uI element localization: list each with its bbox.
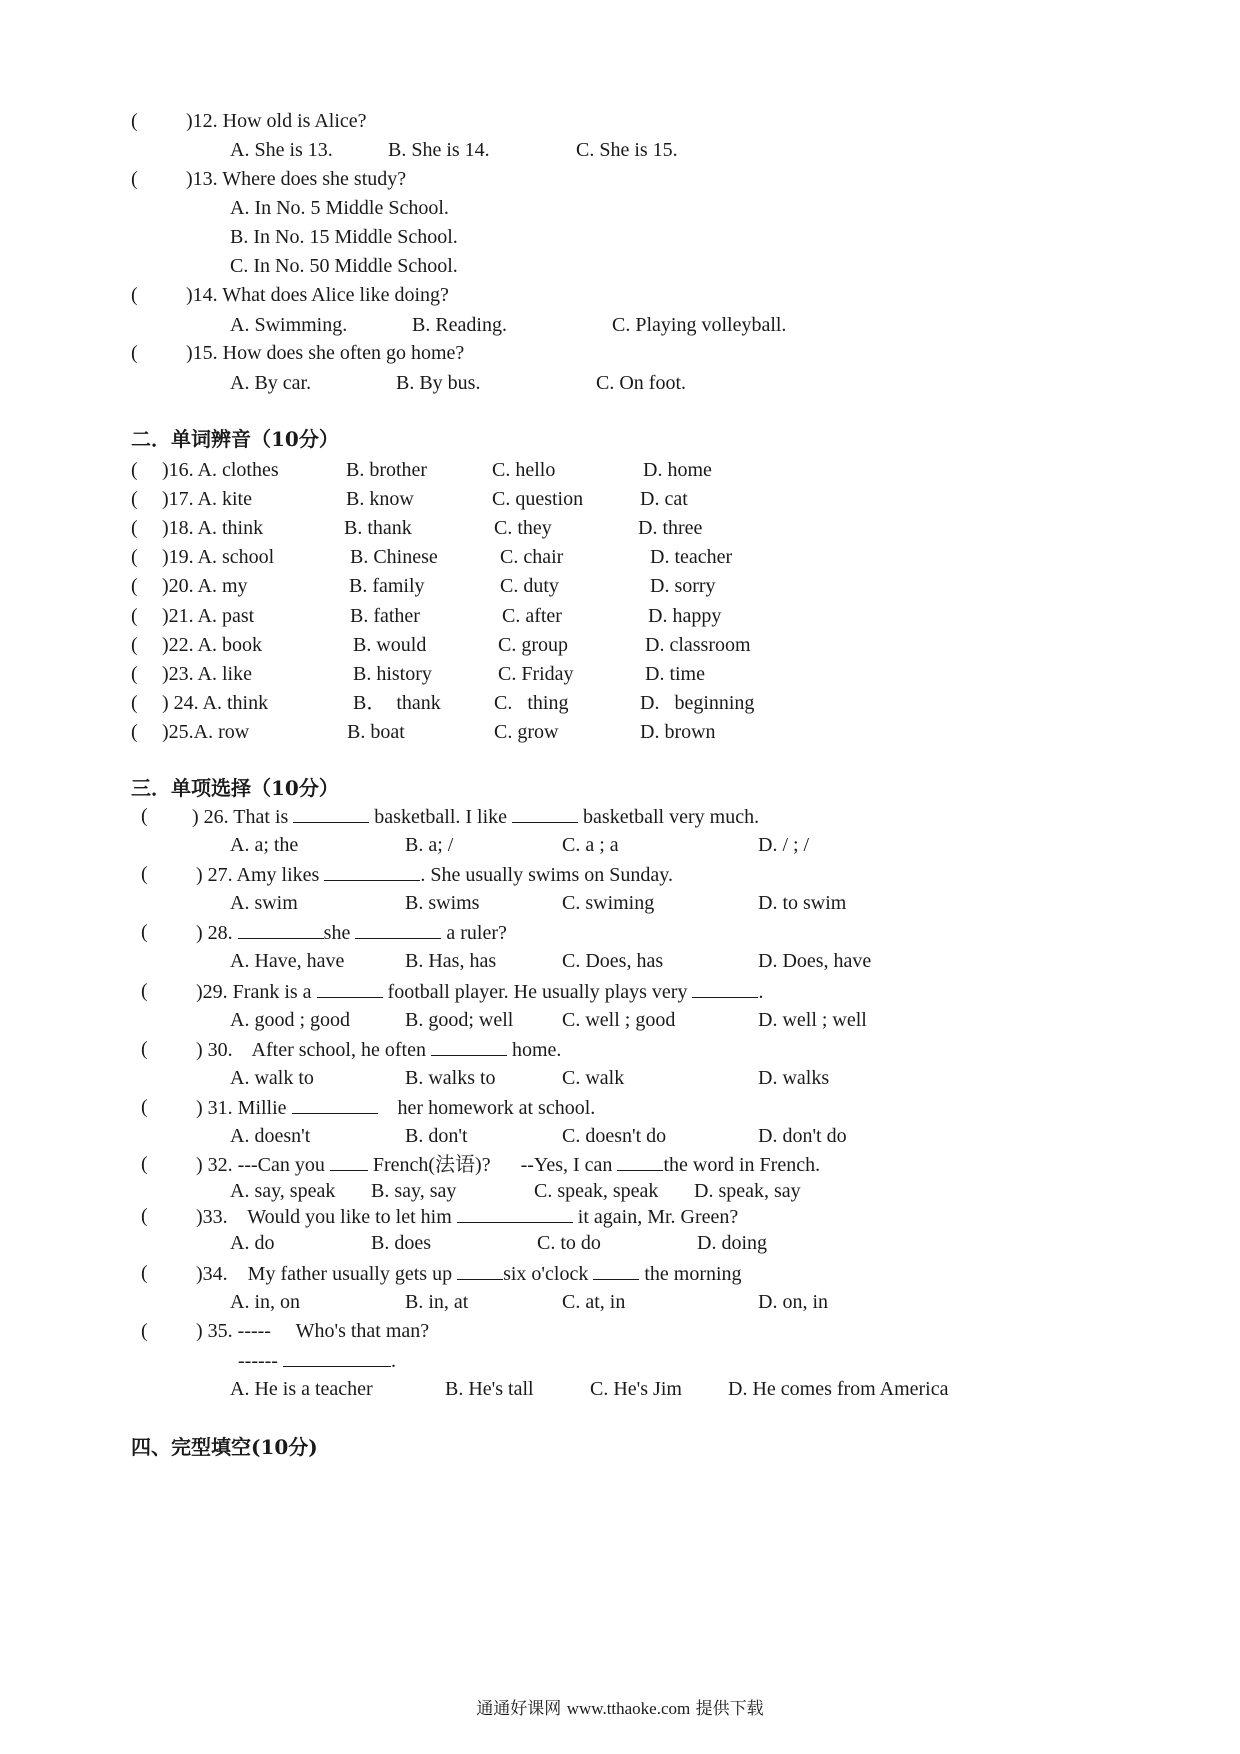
option-28a: A. Have, have bbox=[230, 950, 345, 972]
question-14: )14. What does Alice like doing? bbox=[186, 284, 449, 306]
option-32c: C. speak, speak bbox=[534, 1180, 659, 1202]
pronunciation-option-d: D. three bbox=[638, 517, 703, 539]
answer-paren: ( bbox=[131, 488, 138, 510]
option-33a: A. do bbox=[230, 1232, 275, 1254]
answer-paren: ( bbox=[131, 168, 138, 190]
option-28b: B. Has, has bbox=[405, 950, 497, 972]
option-34a: A. in, on bbox=[230, 1291, 300, 1313]
footer-site: 通通好课网 bbox=[476, 1699, 562, 1719]
option-30b: B. walks to bbox=[405, 1067, 496, 1089]
answer-paren: ( bbox=[141, 1096, 148, 1118]
pronunciation-option-c: C. duty bbox=[500, 575, 559, 597]
option-26c: C. a ; a bbox=[562, 834, 619, 856]
pronunciation-option-d: D. classroom bbox=[645, 634, 751, 656]
pronunciation-question-a: )25.A. row bbox=[162, 721, 250, 743]
pronunciation-option-b: B. would bbox=[353, 634, 427, 656]
option-12a: A. She is 13. bbox=[230, 139, 333, 161]
answer-paren: ( bbox=[141, 863, 148, 885]
pronunciation-option-c: C. after bbox=[502, 605, 562, 627]
question-31: ) 31. Millie her homework at school. bbox=[196, 1097, 596, 1119]
answer-paren: ( bbox=[141, 980, 148, 1002]
pronunciation-option-b: B． thank bbox=[353, 692, 441, 714]
option-29b: B. good; well bbox=[405, 1009, 514, 1031]
question-26: ) 26. That is basketball. I like basketball very much. bbox=[192, 806, 760, 828]
option-26d: D. / ; / bbox=[758, 834, 810, 856]
answer-paren: ( bbox=[131, 459, 138, 481]
option-29d: D. well ; well bbox=[758, 1009, 867, 1031]
answer-paren: ( bbox=[141, 1320, 148, 1342]
option-34c: C. at, in bbox=[562, 1291, 626, 1313]
pronunciation-option-b: B. brother bbox=[346, 459, 428, 481]
question-35: ) 35. ----- Who's that man? bbox=[196, 1320, 430, 1342]
answer-paren: ( bbox=[141, 805, 148, 827]
option-14a: A. Swimming. bbox=[230, 314, 348, 336]
option-27a: A. swim bbox=[230, 892, 298, 914]
pronunciation-question-a: )18. A. think bbox=[162, 517, 264, 539]
answer-paren: ( bbox=[141, 1262, 148, 1284]
pronunciation-option-d: D. time bbox=[645, 663, 705, 685]
option-35c: C. He's Jim bbox=[590, 1378, 682, 1400]
pronunciation-option-b: B. family bbox=[349, 575, 425, 597]
option-12b: B. She is 14. bbox=[388, 139, 490, 161]
answer-paren: ( bbox=[141, 1205, 148, 1227]
pronunciation-option-c: C. Friday bbox=[498, 663, 574, 685]
pronunciation-question-a: )22. A. book bbox=[162, 634, 262, 656]
answer-paren: ( bbox=[131, 575, 138, 597]
question-35-reply: ------ . bbox=[238, 1350, 396, 1372]
question-30: ) 30. After school, he often home. bbox=[196, 1039, 562, 1061]
question-34: )34. My father usually gets up six o'clock the morning bbox=[196, 1263, 742, 1285]
option-31a: A. doesn't bbox=[230, 1125, 311, 1147]
question-33: )33. Would you like to let him it again, Mr. Green? bbox=[196, 1206, 739, 1228]
section-4-title: 四、完型填空(10分) bbox=[131, 1435, 318, 1459]
option-14c: C. Playing volleyball. bbox=[612, 314, 787, 336]
option-30d: D. walks bbox=[758, 1067, 830, 1089]
pronunciation-option-d: D. home bbox=[643, 459, 712, 481]
option-28d: D. Does, have bbox=[758, 950, 872, 972]
answer-paren: ( bbox=[131, 284, 138, 306]
footer-note: 提供下载 bbox=[695, 1699, 764, 1719]
option-13b: B. In No. 15 Middle School. bbox=[230, 226, 458, 248]
pronunciation-option-b: B. thank bbox=[344, 517, 412, 539]
answer-paren: ( bbox=[131, 546, 138, 568]
answer-paren: ( bbox=[131, 517, 138, 539]
pronunciation-option-b: B. know bbox=[346, 488, 414, 510]
answer-paren: ( bbox=[131, 721, 138, 743]
pronunciation-option-d: D. brown bbox=[640, 721, 716, 743]
pronunciation-question-a: )23. A. like bbox=[162, 663, 252, 685]
option-35b: B. He's tall bbox=[445, 1378, 534, 1400]
option-15c: C. On foot. bbox=[596, 372, 686, 394]
pronunciation-option-c: C. thing bbox=[494, 692, 569, 714]
question-32: ) 32. ---Can you French(法语)? --Yes, I can the word in French. bbox=[196, 1154, 821, 1176]
pronunciation-option-c: C. question bbox=[492, 488, 584, 510]
option-12c: C. She is 15. bbox=[576, 139, 678, 161]
answer-paren: ( bbox=[141, 1038, 148, 1060]
pronunciation-question-a: )16. A. clothes bbox=[162, 459, 279, 481]
page-footer bbox=[0, 1694, 1240, 1719]
pronunciation-option-c: C. they bbox=[494, 517, 552, 539]
pronunciation-question-a: )19. A. school bbox=[162, 546, 275, 568]
option-31c: C. doesn't do bbox=[562, 1125, 667, 1147]
question-27: ) 27. Amy likes . She usually swims on Sunday. bbox=[196, 864, 673, 886]
option-31b: B. don't bbox=[405, 1125, 468, 1147]
option-33c: C. to do bbox=[537, 1232, 601, 1254]
option-32b: B. say, say bbox=[371, 1180, 457, 1202]
option-30c: C. walk bbox=[562, 1067, 625, 1089]
option-33d: D. doing bbox=[697, 1232, 767, 1254]
answer-paren: ( bbox=[131, 342, 138, 364]
question-12: )12. How old is Alice? bbox=[186, 110, 367, 132]
option-31d: D. don't do bbox=[758, 1125, 847, 1147]
footer-url[interactable]: www.tthaoke.com bbox=[566, 1699, 691, 1718]
pronunciation-question-a: )21. A. past bbox=[162, 605, 255, 627]
pronunciation-option-c: C. chair bbox=[500, 546, 564, 568]
pronunciation-option-d: D. sorry bbox=[650, 575, 716, 597]
option-27c: C. swiming bbox=[562, 892, 655, 914]
answer-paren: ( bbox=[141, 1153, 148, 1175]
pronunciation-option-c: C. grow bbox=[494, 721, 559, 743]
pronunciation-question-a: )20. A. my bbox=[162, 575, 248, 597]
option-15a: A. By car. bbox=[230, 372, 312, 394]
pronunciation-option-b: B. Chinese bbox=[350, 546, 438, 568]
section-3-title: 三．单项选择（10分） bbox=[131, 776, 339, 800]
pronunciation-option-b: B. boat bbox=[347, 721, 405, 743]
pronunciation-question-a: ) 24. A. think bbox=[162, 692, 269, 714]
answer-paren: ( bbox=[131, 663, 138, 685]
option-14b: B. Reading. bbox=[412, 314, 507, 336]
pronunciation-option-d: D. teacher bbox=[650, 546, 733, 568]
option-29c: C. well ; good bbox=[562, 1009, 676, 1031]
option-28c: C. Does, has bbox=[562, 950, 664, 972]
question-15: )15. How does she often go home? bbox=[186, 342, 465, 364]
option-35a: A. He is a teacher bbox=[230, 1378, 373, 1400]
answer-paren: ( bbox=[131, 605, 138, 627]
option-15b: B. By bus. bbox=[396, 372, 481, 394]
question-13: )13. Where does she study? bbox=[186, 168, 407, 190]
option-29a: A. good ; good bbox=[230, 1009, 350, 1031]
answer-paren: ( bbox=[131, 692, 138, 714]
option-26b: B. a; / bbox=[405, 834, 454, 856]
pronunciation-option-d: D. beginning bbox=[640, 692, 755, 714]
pronunciation-option-b: B. father bbox=[350, 605, 420, 627]
option-13c: C. In No. 50 Middle School. bbox=[230, 255, 458, 277]
question-28: ) 28. she a ruler? bbox=[196, 922, 507, 944]
option-30a: A. walk to bbox=[230, 1067, 314, 1089]
option-34b: B. in, at bbox=[405, 1291, 469, 1313]
answer-paren: ( bbox=[131, 110, 138, 132]
pronunciation-question-a: )17. A. kite bbox=[162, 488, 252, 510]
option-32a: A. say, speak bbox=[230, 1180, 336, 1202]
question-29: )29. Frank is a football player. He usually plays very . bbox=[196, 981, 764, 1003]
option-35d: D. He comes from America bbox=[728, 1378, 949, 1400]
pronunciation-option-d: D. cat bbox=[640, 488, 688, 510]
answer-paren: ( bbox=[131, 634, 138, 656]
option-27b: B. swims bbox=[405, 892, 480, 914]
option-32d: D. speak, say bbox=[694, 1180, 801, 1202]
pronunciation-option-b: B. history bbox=[353, 663, 432, 685]
section-2-title: 二．单词辨音（10分） bbox=[131, 427, 339, 451]
option-34d: D. on, in bbox=[758, 1291, 828, 1313]
pronunciation-option-d: D. happy bbox=[648, 605, 722, 627]
pronunciation-option-c: C. group bbox=[498, 634, 568, 656]
option-27d: D. to swim bbox=[758, 892, 847, 914]
option-13a: A. In No. 5 Middle School. bbox=[230, 197, 449, 219]
answer-paren: ( bbox=[141, 921, 148, 943]
pronunciation-option-c: C. hello bbox=[492, 459, 556, 481]
option-33b: B. does bbox=[371, 1232, 431, 1254]
option-26a: A. a; the bbox=[230, 834, 299, 856]
